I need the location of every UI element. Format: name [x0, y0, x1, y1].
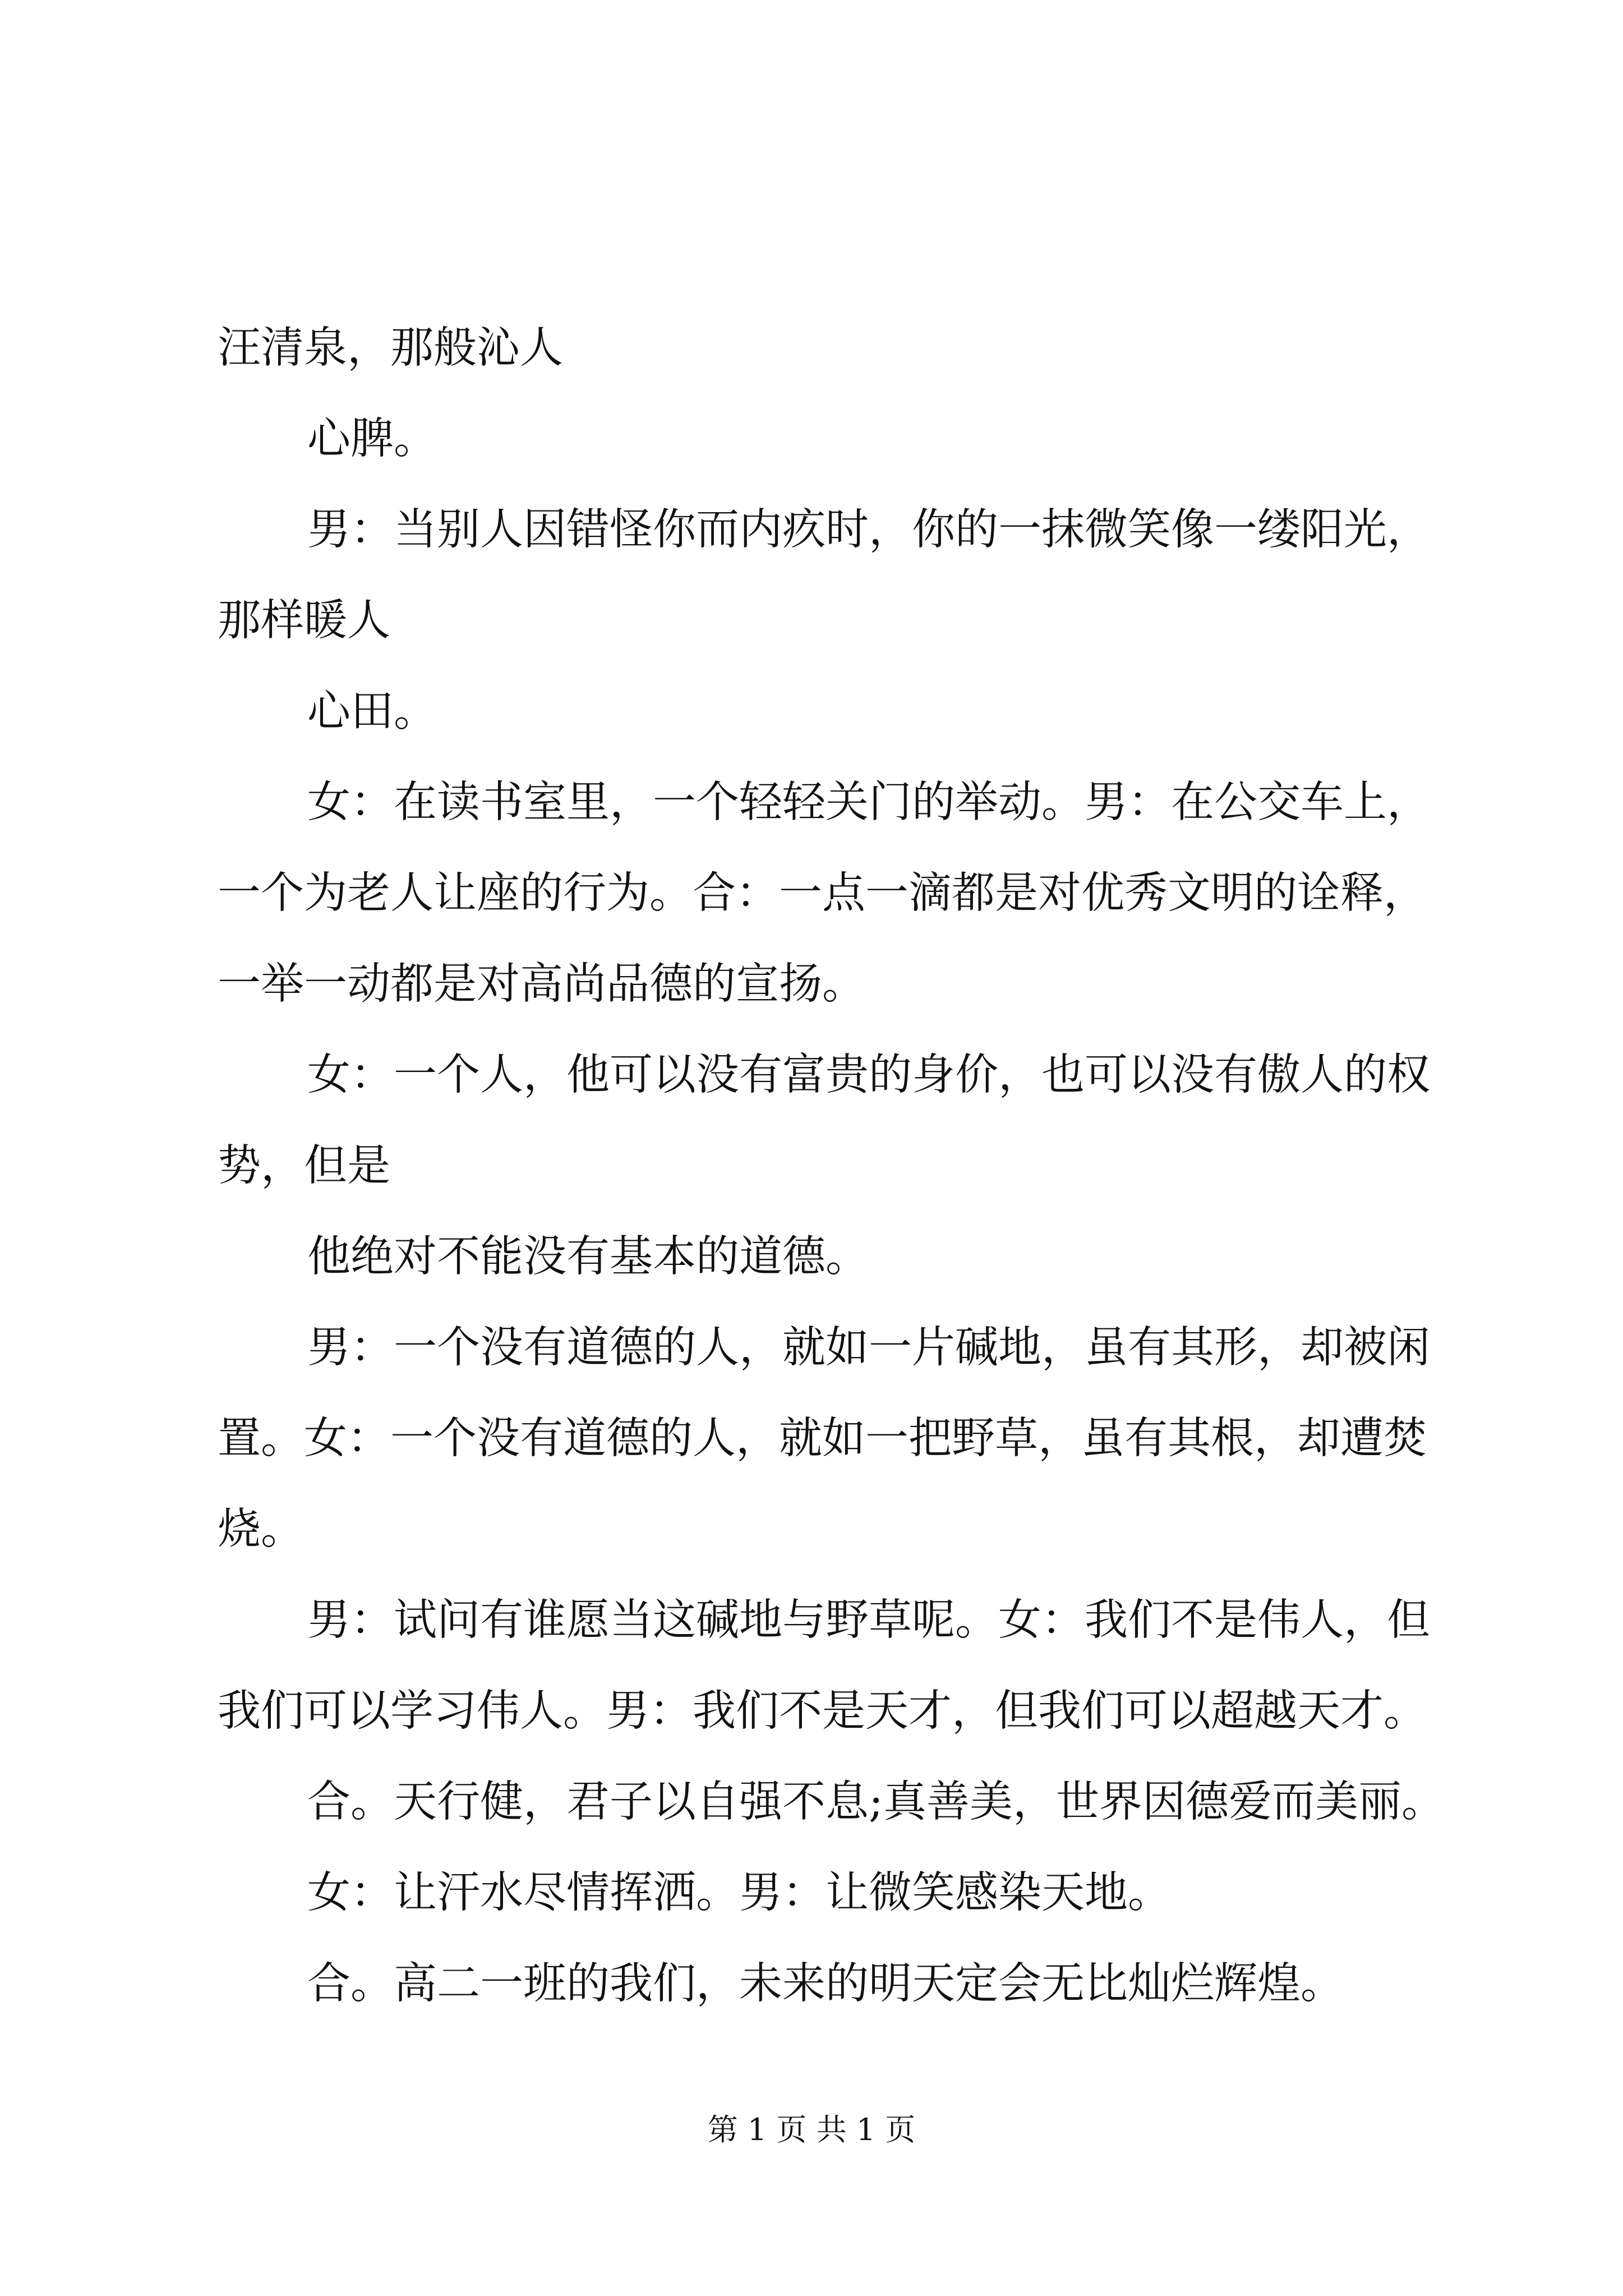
text-line: 他绝对不能没有基本的道德。	[307, 1232, 869, 1282]
text-line: 烧。	[218, 1504, 304, 1554]
text-line: 男：当别人因错怪你而内疚时，你的一抹微笑像一缕阳光，	[307, 505, 1430, 555]
text-line: 那样暖人	[218, 596, 390, 646]
text-line: 心脾。	[307, 414, 437, 464]
text-line: 女：在读书室里，一个轻轻关门的举动。男：在公交车上，	[307, 777, 1430, 827]
text-line: 势，但是	[218, 1141, 390, 1191]
text-line: 一个为老人让座的行为。合：一点一滴都是对优秀文明的诠释，	[218, 868, 1427, 918]
page-footer	[0, 2110, 1623, 2150]
text-line: 一举一动都是对高尚品德的宣扬。	[218, 959, 865, 1009]
text-line: 合。高二一班的我们，未来的明天定会无比灿烂辉煌。	[307, 1959, 1344, 2009]
text-line: 置。女：一个没有道德的人，就如一把野草，虽有其根，却遭焚	[218, 1414, 1427, 1464]
text-line: 汪清泉，那般沁人	[218, 323, 563, 373]
page-indicator: 第 1 页 共 1 页	[707, 2112, 916, 2147]
text-line: 我们可以学习伟人。男：我们不是天才，但我们可以超越天才。	[218, 1686, 1427, 1736]
text-line: 合。天行健，君子以自强不息;真善美，世界因德爱而美丽。	[307, 1777, 1445, 1827]
text-line: 心田。	[307, 687, 437, 737]
document-body	[218, 303, 1445, 2030]
text-line: 女：让汗水尽情挥洒。男：让微笑感染天地。	[307, 1868, 1171, 1918]
text-line: 女：一个人，他可以没有富贵的身价，也可以没有傲人的权	[307, 1050, 1430, 1100]
text-line: 男：一个没有道德的人，就如一片碱地，虽有其形，却被闲	[307, 1323, 1430, 1373]
text-line: 男：试问有谁愿当这碱地与野草呢。女：我们不是伟人，但	[307, 1595, 1430, 1645]
